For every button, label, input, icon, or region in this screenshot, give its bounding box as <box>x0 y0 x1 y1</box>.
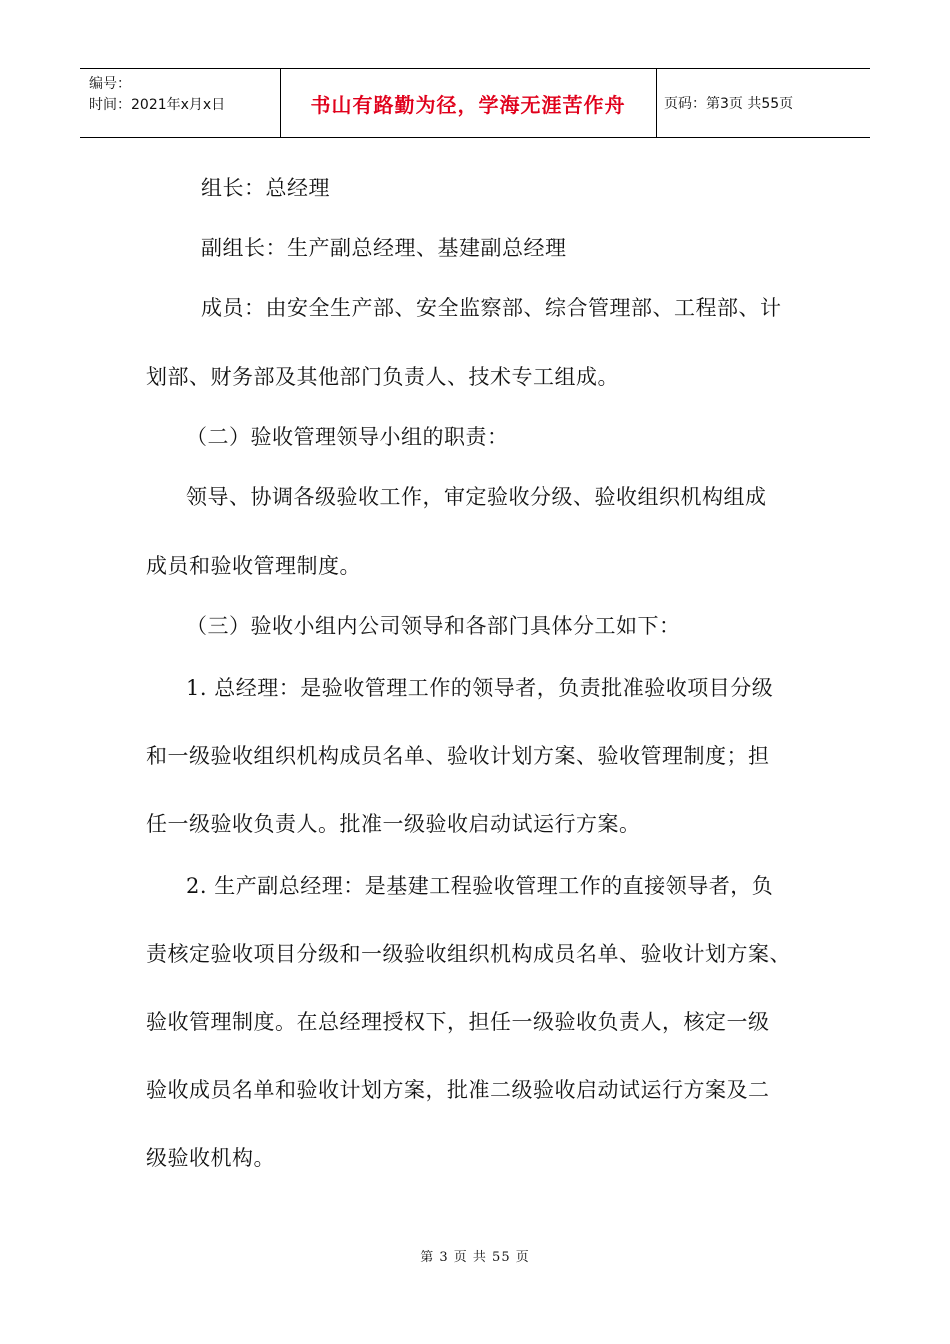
page-footer: 第 3 页 共 55 页 <box>420 1250 530 1265</box>
body-line: 验收成员名单和验收计划方案，批准二级验收启动试运行方案及二 <box>146 1078 770 1102</box>
page-header <box>80 68 870 138</box>
body-line: 成员和验收管理制度。 <box>146 554 361 578</box>
body-line: 验收管理制度。在总经理授权下，担任一级验收负责人，核定一级 <box>146 1010 770 1034</box>
header-left-cell <box>80 69 281 137</box>
body-line: （二）验收管理领导小组的职责： <box>186 425 509 449</box>
body-line: 成员：由安全生产部、安全监察部、综合管理部、工程部、计 <box>201 296 782 320</box>
header-motto-cell <box>280 69 657 137</box>
body-line: 责核定验收项目分级和一级验收组织机构成员名单、验收计划方案、 <box>146 942 791 966</box>
body-line: 组长：总经理 <box>201 176 330 200</box>
body-line: 划部、财务部及其他部门负责人、技术专工组成。 <box>146 365 619 389</box>
body-line: 级验收机构。 <box>146 1146 275 1170</box>
body-line: （三）验收小组内公司领导和各部门具体分工如下： <box>186 614 681 638</box>
header-page-info: 页码：第3页 共55页 <box>664 96 794 112</box>
body-line: 任一级验收负责人。批准一级验收启动试运行方案。 <box>146 812 641 836</box>
document-date-label: 时间：2021年x月x日 <box>89 97 226 113</box>
document-code-label: 编号： <box>89 76 131 92</box>
body-line: 和一级验收组织机构成员名单、验收计划方案、验收管理制度；担 <box>146 744 770 768</box>
body-line: 副组长：生产副总经理、基建副总经理 <box>201 236 567 260</box>
body-line: 领导、协调各级验收工作，审定验收分级、验收组织机构组成 <box>186 485 767 509</box>
header-motto: 书山有路勤为径，学海无涯苦作舟 <box>310 92 626 117</box>
body-line: 1. 总经理：是验收管理工作的领导者，负责批准验收项目分级 <box>186 676 774 700</box>
body-line: 2. 生产副总经理：是基建工程验收管理工作的直接领导者，负 <box>186 874 774 898</box>
